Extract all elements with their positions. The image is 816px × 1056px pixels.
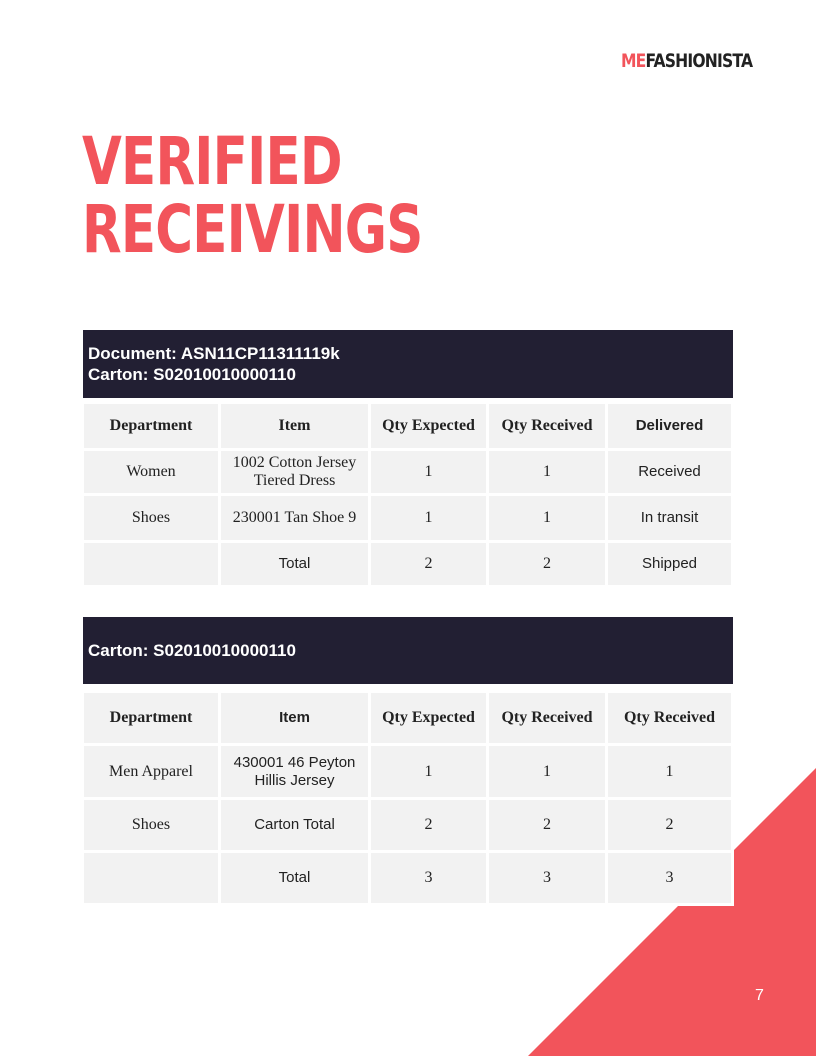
- table-row: [84, 746, 731, 797]
- table-cell: Shipped: [608, 543, 731, 585]
- column-header: Qty Received: [489, 693, 605, 743]
- table1-header-band: [83, 330, 733, 398]
- table-cell: 2: [608, 800, 731, 850]
- column-header: Item: [221, 404, 368, 448]
- title-line-2: RECEIVINGS: [82, 191, 423, 268]
- table-cell: 1: [489, 746, 605, 797]
- column-header: Delivered: [608, 404, 731, 448]
- table-row: [84, 451, 731, 493]
- table-cell: 3: [489, 853, 605, 903]
- table-cell: 1: [489, 496, 605, 540]
- table-cell: 2: [371, 800, 486, 850]
- brand-logo: [621, 50, 752, 72]
- table-cell: 3: [371, 853, 486, 903]
- header-row: [84, 693, 731, 743]
- carton-id: Carton: S02010010000110: [88, 365, 296, 384]
- table-cell: 3: [608, 853, 731, 903]
- logo-fashionista: FASHIONISTA: [645, 50, 753, 72]
- table-cell: [84, 853, 218, 903]
- column-header: Qty Expected: [371, 693, 486, 743]
- table-cell: Carton Total: [221, 800, 368, 850]
- table-cell: 1: [371, 451, 486, 493]
- table-cell: Shoes: [84, 496, 218, 540]
- table-row: [84, 800, 731, 850]
- document-id: Document: ASN11CP11311119k: [88, 344, 340, 363]
- table-cell: 1: [489, 451, 605, 493]
- page-number: 7: [755, 987, 764, 1004]
- table-cell: 430001 46 Peyton Hillis Jersey: [221, 746, 368, 797]
- page-title: [82, 123, 423, 268]
- table-cell: 230001 Tan Shoe 9: [221, 496, 368, 540]
- table-cell: 1002 Cotton Jersey Tiered Dress: [221, 451, 368, 493]
- column-header: Department: [84, 404, 218, 448]
- table-cell: Total: [221, 543, 368, 585]
- column-header: Department: [84, 693, 218, 743]
- table-cell: 2: [489, 543, 605, 585]
- receivings-table-2: [81, 690, 734, 906]
- title-line-1: VERIFIED: [82, 123, 342, 200]
- table-cell: [84, 543, 218, 585]
- table-cell: Total: [221, 853, 368, 903]
- table-cell: In transit: [608, 496, 731, 540]
- table-cell: Women: [84, 451, 218, 493]
- table-cell: Received: [608, 451, 731, 493]
- table-row: [84, 543, 731, 585]
- table-cell: 2: [371, 543, 486, 585]
- table-cell: Shoes: [84, 800, 218, 850]
- table-cell: 2: [489, 800, 605, 850]
- receivings-table-1: [81, 401, 734, 588]
- column-header: Item: [221, 693, 368, 743]
- table-cell: Men Apparel: [84, 746, 218, 797]
- column-header: Qty Received: [608, 693, 731, 743]
- table-cell: 1: [608, 746, 731, 797]
- column-header: Qty Received: [489, 404, 605, 448]
- table-row: [84, 853, 731, 903]
- table2-header-band: [83, 617, 733, 684]
- logo-me: ME: [621, 50, 646, 72]
- column-header: Qty Expected: [371, 404, 486, 448]
- carton-id: Carton: S02010010000110: [88, 641, 296, 660]
- table-cell: 1: [371, 496, 486, 540]
- table-cell: 1: [371, 746, 486, 797]
- table-row: [84, 496, 731, 540]
- header-row: [84, 404, 731, 448]
